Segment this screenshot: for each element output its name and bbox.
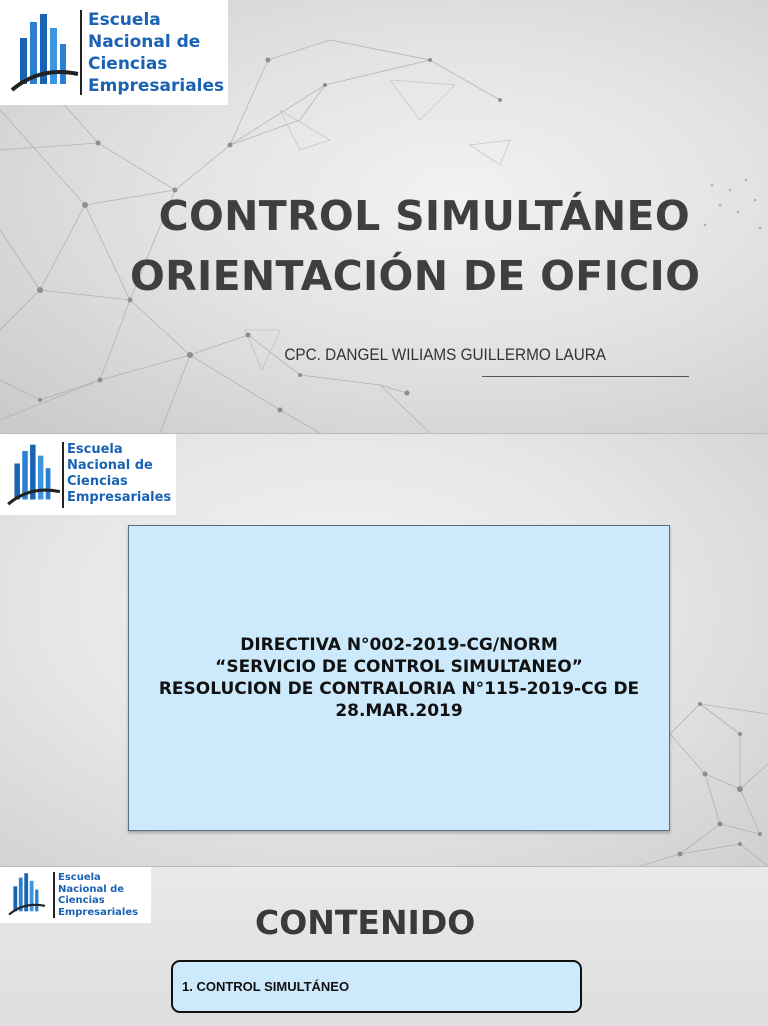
logo-line-3: Ciencias xyxy=(58,895,105,906)
directive-line-3: RESOLUCION DE CONTRALORIA N°115-2019-CG DE xyxy=(158,679,640,699)
contents-item-1[interactable]: 1. CONTROL SIMULTÁNEO xyxy=(171,960,582,1013)
logo-divider xyxy=(80,10,82,95)
logo-line-2: Nacional de xyxy=(58,883,125,895)
slide-title-line-1: CONTROL SIMULTÁNEO xyxy=(158,192,690,240)
logo-line-3: Ciencias xyxy=(67,474,128,489)
author-underline xyxy=(482,376,689,377)
building-bars-icon xyxy=(6,440,62,512)
directive-box xyxy=(128,525,670,831)
building-bars-icon xyxy=(10,8,80,100)
contents-heading: CONTENIDO xyxy=(255,903,476,942)
logo-line-1: Escuela xyxy=(88,10,161,30)
building-bars-icon xyxy=(5,870,49,920)
slide-title-line-2: ORIENTACIÓN DE OFICIO xyxy=(130,252,701,300)
logo-line-1: Escuela xyxy=(58,872,101,883)
contents-slide xyxy=(0,866,768,1026)
logo-line-2: Nacional de xyxy=(88,32,201,52)
directive-line-4: 28.MAR.2019 xyxy=(335,701,463,721)
author-name: CPC. DANGEL WILIAMS GUILLERMO LAURA xyxy=(284,345,606,364)
logo-line-2: Nacional de xyxy=(67,458,153,473)
logo-line-3: Ciencias xyxy=(88,54,168,74)
school-logo xyxy=(0,0,228,105)
logo-divider xyxy=(53,872,55,918)
school-logo xyxy=(0,434,176,515)
logo-line-1: Escuela xyxy=(67,442,123,457)
title-slide xyxy=(0,0,768,433)
logo-line-4: Empresariales xyxy=(58,906,139,918)
directive-line-1: DIRECTIVA N°002-2019-CG/NORM xyxy=(240,635,558,655)
logo-line-4: Empresariales xyxy=(88,76,225,96)
directive-line-2: “SERVICIO DE CONTROL SIMULTANEO” xyxy=(215,657,583,677)
logo-line-4: Empresariales xyxy=(67,490,172,505)
directive-slide xyxy=(0,433,768,866)
school-logo xyxy=(0,867,151,923)
logo-divider xyxy=(62,442,64,508)
